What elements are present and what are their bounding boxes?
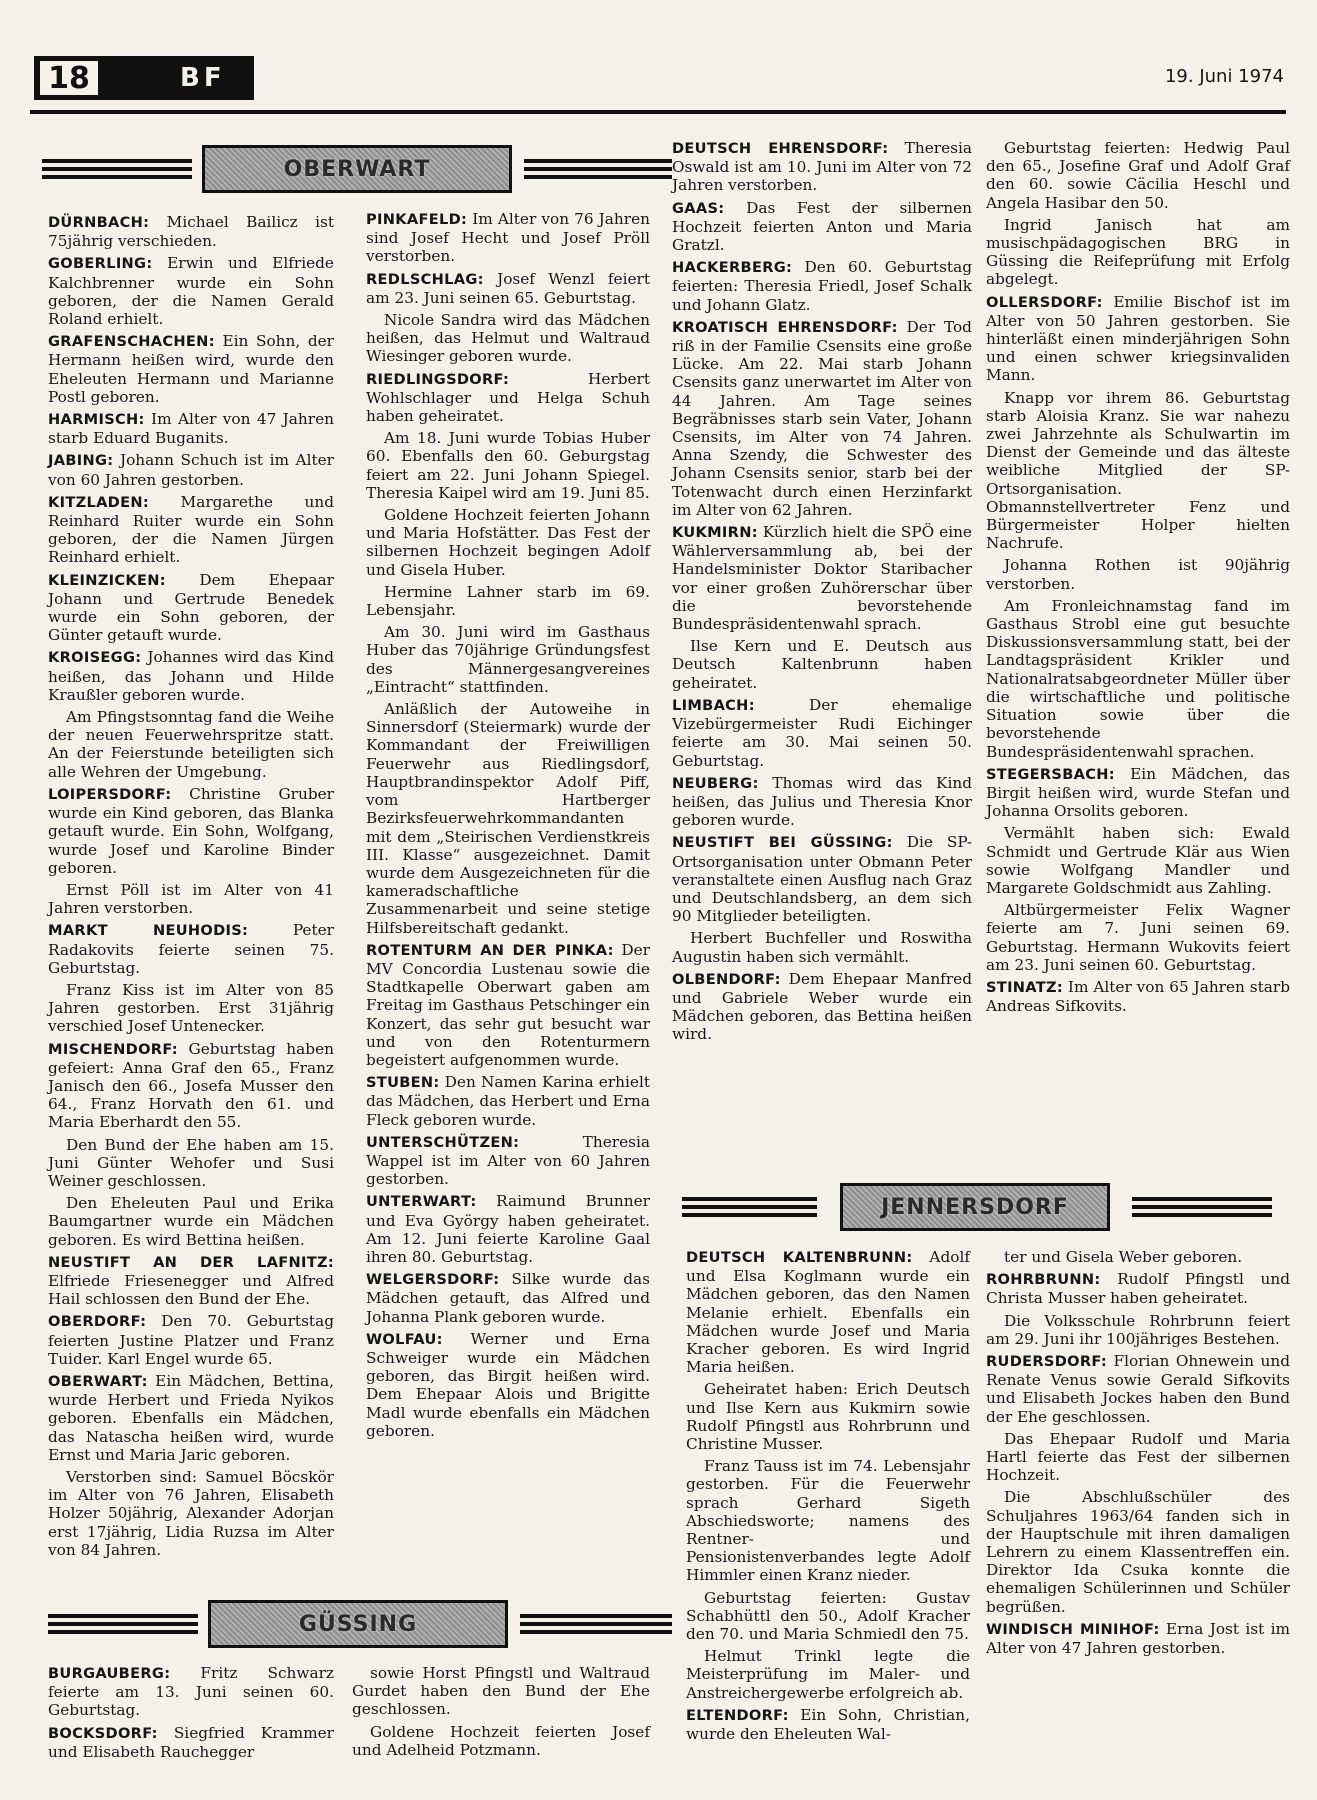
news-item — [686, 1706, 970, 1743]
news-item — [48, 213, 334, 250]
section-title-box — [208, 1600, 508, 1648]
item-text: Am Pfingstsonntag fand die Weihe der neuen Feuerwehrspritze statt. An der Feierstunde beteiligten sich alle Wehren der Umgebung. — [48, 708, 334, 781]
item-text: Siegfried Krammer und Elisabeth Rauchegger — [48, 1723, 334, 1761]
item-text: Die Abschlußschüler des Schuljahres 1963/64 fanden sich in der Hauptschule mit ihren damaligen Lehrern zu einem Klassentreffen ein. Direktor Ida Csuka konnte die ehemaligen Schülerinnen und Schüler begrüßen. — [986, 1488, 1290, 1616]
item-text: Thomas wird das Kind heißen, das Julius und Theresia Knor geboren wurde. — [672, 773, 972, 830]
place-name: MARKT NEUHODIS: — [48, 922, 249, 940]
place-name: STUBEN: — [366, 1074, 440, 1092]
news-item — [366, 583, 650, 619]
banner-rule-right — [1132, 1197, 1272, 1217]
news-item — [48, 332, 334, 406]
place-name: NEUSTIFT AN DER LAFNITZ: — [48, 1253, 334, 1271]
section-banner-oberwart — [42, 145, 672, 193]
place-name: OLLERSDORF: — [986, 293, 1103, 311]
news-item — [48, 1468, 334, 1559]
news-item — [986, 1620, 1290, 1657]
item-text: Franz Tauss ist im 74. Lebensjahr gestorben. Für die Feuerwehr sprach Gerhard Sigeth Abschiedsworte; namens des Rentner- und Pensionistenverbandes legte Adolf Himmler einen Kranz nieder. — [686, 1457, 970, 1585]
item-text: Geburtstag feierten: Gustav Schabhüttl den 50., Adolf Kracher den 70. und Maria Schmiedl den 75. — [686, 1588, 970, 1644]
section-title-oberwart: OBERWART — [283, 156, 431, 182]
news-item — [366, 506, 650, 579]
banner-rule-right — [520, 1614, 672, 1634]
item-text: Im Alter von 76 Jahren sind Josef Hecht und Josef Pröll verstorben. — [366, 210, 650, 266]
news-item — [48, 1312, 334, 1368]
item-text: Fritz Schwarz feierte am 13. Juni seinen 60. Geburtstag. — [48, 1664, 334, 1720]
item-text: Den 60. Geburtstag feierten: Theresia Friedl, Josef Schalk und Johann Glatz. — [672, 258, 972, 314]
place-name: ELTENDORF: — [686, 1706, 789, 1724]
news-item — [986, 1352, 1290, 1426]
item-text: Michael Bailicz ist 75jährig verschieden. — [48, 213, 334, 251]
place-name: RIEDLINGSDORF: — [366, 370, 510, 388]
column-3 — [672, 139, 972, 1169]
place-name: ROTENTURM AN DER PINKA: — [366, 941, 614, 959]
section-title-guessing: GÜSSING — [298, 1611, 418, 1637]
column-5 — [48, 1664, 334, 1784]
issue-date: 19. Juni 1974 — [1164, 66, 1284, 87]
item-text: Johanna Rothen ist 90jährig verstorben. — [986, 556, 1290, 593]
paper-label: BF — [180, 63, 226, 93]
item-text: Margarethe und Reinhard Ruiter wurde ein Sohn geboren, der die Namen Jürgen Reinhard erhielt. — [48, 492, 334, 567]
item-text: Den Eheleuten Paul und Erika Baumgartner wurde ein Mädchen geboren. Es wird Bettina heißen. — [48, 1194, 334, 1249]
news-item — [48, 881, 334, 917]
place-name: LIMBACH: — [672, 696, 755, 714]
news-item — [686, 1647, 970, 1702]
place-name: STINATZ: — [986, 978, 1064, 996]
section-title-box — [202, 145, 512, 193]
page-number-box — [34, 56, 254, 100]
news-item — [48, 410, 334, 447]
place-name: GAAS: — [672, 199, 725, 217]
news-item — [672, 258, 972, 314]
item-text: Josef Wenzl feiert am 23. Juni seinen 65. Geburtstag. — [366, 269, 650, 307]
news-item — [48, 571, 334, 645]
item-text: Helmut Trinkl legte die Meisterprüfung im Maler- und Anstreichergewerbe erfolgreich ab. — [686, 1647, 970, 1702]
item-text: Christine Gruber wurde ein Kind geboren, das Blanka getauft wurde. Ein Sohn, Wolfgang, wurde Josef und Karoline Binder geboren. — [48, 784, 334, 877]
news-item — [366, 311, 650, 366]
item-text: Johannes wird das Kind heißen, das Johann und Hilde Kraußler geboren wurde. — [48, 648, 334, 704]
place-name: PINKAFELD: — [366, 211, 468, 228]
item-text: Theresia Oswald ist am 10. Juni im Alter von 72 Jahren verstorben. — [672, 139, 972, 195]
item-text: Herbert Buchfeller und Roswitha Augustin haben sich vermählt. — [672, 929, 972, 966]
item-text: Geburtstag haben gefeiert: Anna Graf den 65., Franz Janisch den 66., Josefa Musser den 64., Franz Horvath den 61. und Maria Eberhardt den 55. — [48, 1039, 334, 1132]
news-item — [366, 623, 650, 696]
section-banner-guessing — [48, 1600, 672, 1648]
item-text: Die SP-Ortsorganisation unter Obmann Peter veranstaltete einen Ausflug nach Graz und Deutschlandsberg, an dem sich 90 Mitglieder beteiligten. — [672, 833, 972, 926]
item-text: Geheiratet haben: Erich Deutsch und Ilse Kern aus Kukmirn sowie Rudolf Pfingstl aus Rohrbrunn und Christine Musser. — [686, 1380, 970, 1454]
news-item — [686, 1457, 970, 1584]
header-rule — [30, 110, 1286, 114]
item-text: Franz Kiss ist im Alter von 85 Jahren gestorben. Erst 31jährig verschied Josef Untenecker. — [48, 980, 334, 1036]
news-item — [986, 1430, 1290, 1485]
place-name: KITZLADEN: — [48, 493, 150, 511]
place-name: KROATISCH EHRENSDORF: — [672, 318, 898, 336]
item-text: Theresia Wappel ist im Alter von 60 Jahren gestorben. — [366, 1132, 650, 1189]
masthead — [34, 52, 1284, 104]
place-name: DÜRNBACH: — [48, 214, 150, 231]
column-6 — [352, 1664, 650, 1784]
item-text: Hermine Lahner starb im 69. Lebensjahr. — [366, 582, 650, 620]
news-item — [986, 824, 1290, 897]
news-item — [366, 270, 650, 307]
news-item — [672, 774, 972, 830]
place-name: RUDERSDORF: — [986, 1353, 1107, 1371]
banner-rule-right — [524, 159, 672, 179]
banner-rule-left — [48, 1614, 198, 1634]
item-text: Peter Radakovits feierte seinen 75. Geburtstag. — [48, 921, 334, 977]
item-text: Verstorben sind: Samuel Böcskör im Alter von 76 Jahren, Elisabeth Holzer 50jährig, Alexander Adorjan erst 17jährig, Lidia Ruzsa im Alter von 84 Jahren. — [48, 1468, 334, 1559]
place-name: UNTERSCHÜTZEN: — [366, 1133, 520, 1151]
news-item — [986, 556, 1290, 592]
place-name: OBERDORF: — [48, 1313, 147, 1331]
news-item — [48, 1664, 334, 1720]
news-item — [366, 1133, 650, 1189]
item-text: Goldene Hochzeit feierten Johann und Maria Hofstätter. Das Fest der silbernen Hochzeit begingen Adolf und Gisela Huber. — [366, 506, 650, 579]
item-text: Erwin und Elfriede Kalchbrenner wurde ein Sohn geboren, der die Namen Gerald Roland erhielt. — [48, 254, 334, 329]
column-2 — [366, 210, 650, 1586]
news-item — [366, 1073, 650, 1129]
item-text: Goldene Hochzeit feierten Josef und Adelheid Potzmann. — [352, 1722, 650, 1759]
news-item — [986, 978, 1290, 1015]
news-item — [672, 833, 972, 925]
item-text: Im Alter von 47 Jahren starb Eduard Buganits. — [48, 410, 334, 448]
column-4 — [986, 139, 1290, 1169]
place-name: NEUSTIFT BEI GÜSSING: — [672, 834, 893, 852]
news-item — [48, 1194, 334, 1249]
news-item — [352, 1723, 650, 1759]
news-item — [986, 216, 1290, 289]
item-text: Den Namen Karina erhielt das Mädchen, das Herbert und Erna Fleck geboren wurde. — [366, 1073, 650, 1129]
news-item — [986, 1488, 1290, 1615]
place-name: KROISEGG: — [48, 649, 142, 667]
place-name: UNTERWART: — [366, 1193, 477, 1211]
item-text: Knapp vor ihrem 86. Geburtstag starb Aloisia Kranz. Sie war nahezu zwei Jahrzehnte als Schulwartin im Dienst der Gemeinde und das älteste weibliche Mitglied der SP-Ortsorganisation. Obmannstellvertreter Fenz und Bürgermeister Holper hielten Nachrufe. — [986, 388, 1290, 553]
section-banner-jennersdorf — [682, 1183, 1272, 1231]
item-text: sowie Horst Pfingstl und Waltraud Gurdet haben den Bund der Ehe geschlossen. — [352, 1664, 650, 1719]
place-name: NEUBERG: — [672, 774, 759, 792]
news-item — [672, 929, 972, 965]
column-7 — [686, 1248, 970, 1788]
news-item — [686, 1248, 970, 1376]
place-name: LOIPERSDORF: — [48, 785, 172, 803]
item-text: Emilie Bischof ist im Alter von 50 Jahren gestorben. Sie hinterläßt einen minderjährigen Sohn und einen schwer kriegsinvaliden Mann. — [986, 292, 1290, 385]
item-text: Ernst Pöll ist im Alter von 41 Jahren verstorben. — [48, 880, 334, 918]
item-text: Am Fronleichnamstag fand im Gasthaus Strobl eine gut besuchte Diskussionsversammlung statt, bei der Landtagspräsident Krikler und Nationalratsabgeordneter Müller über die wirtschaftliche und politische Situation sowie über die bevorstehende Bundespräsidentenwahl sprachen. — [986, 596, 1290, 761]
news-item — [366, 370, 650, 426]
column-8 — [986, 1248, 1290, 1788]
item-text: Adolf und Elsa Koglmann wurde ein Mädchen geboren, das den Namen Melanie erhielt. Ebenfalls ein Mädchen wurde Josef und Maria Kracher geboren. Es wird Ingrid Maria heißen. — [686, 1248, 970, 1377]
news-item — [366, 1330, 650, 1440]
place-name: GRAFENSCHACHEN: — [48, 333, 215, 351]
news-item — [986, 389, 1290, 553]
item-text: Den 70. Geburtstag feierten Justine Platzer und Franz Tuider. Karl Engel wurde 65. — [48, 1312, 334, 1368]
place-name: BOCKSDORF: — [48, 1724, 158, 1742]
item-text: Der MV Concordia Lustenau sowie die Stadtkapelle Oberwart gaben am Freitag im Gasthaus Petschinger ein Konzert, das sehr gut besucht war und von den Rotenturmern begeistert aufgenommen wurde. — [366, 940, 650, 1069]
news-item — [48, 1724, 334, 1761]
place-name: DEUTSCH EHRENSDORF: — [672, 140, 889, 157]
news-item — [366, 700, 650, 937]
news-item — [48, 493, 334, 567]
place-name: WOLFAU: — [366, 1330, 443, 1348]
column-1 — [48, 213, 334, 1589]
place-name: OBERWART: — [48, 1372, 148, 1390]
item-text: Das Ehepaar Rudolf und Maria Hartl feierte das Fest der silbernen Hochzeit. — [986, 1429, 1290, 1485]
item-text: Florian Ohnewein und Renate Venus sowie Gerald Sifkovits und Elisabeth Jockes haben den Bund der Ehe geschlossen. — [986, 1352, 1290, 1426]
place-name: WELGERSDORF: — [366, 1271, 500, 1289]
news-item — [986, 765, 1290, 821]
item-text: Silke wurde das Mädchen getauft, das Alfred und Johanna Plank geboren wurde. — [366, 1270, 650, 1326]
news-item — [366, 1270, 650, 1326]
item-text: Im Alter von 65 Jahren starb Andreas Sifkovits. — [986, 977, 1290, 1016]
item-text: Ein Mädchen, Bettina, wurde Herbert und Frieda Nyikos geboren. Ebenfalls ein Mädchen, das Natascha heißen wird, wurde Ernst und Maria Jaric geboren. — [48, 1371, 334, 1464]
news-item — [48, 1040, 334, 1132]
place-name: MISCHENDORF: — [48, 1040, 178, 1058]
news-item — [986, 901, 1290, 974]
news-item — [672, 637, 972, 692]
news-item — [686, 1380, 970, 1453]
place-name: ROHRBRUNN: — [986, 1271, 1101, 1289]
place-name: OLBENDORF: — [672, 970, 781, 988]
item-text: Ein Sohn, Christian, wurde den Eheleuten Wal- — [686, 1705, 970, 1744]
item-text: Am 30. Juni wird im Gasthaus Huber das 70jährige Gründungsfest des Männergesangvereines „Eintracht“ stattfinden. — [366, 623, 650, 696]
news-item — [672, 523, 972, 633]
item-text: Dem Ehepaar Johann und Gertrude Benedek wurde ein Sohn geboren, der Günter getauft wurde. — [48, 570, 334, 645]
section-title-jennersdorf: JENNERSDORF — [881, 1194, 1069, 1220]
news-item — [672, 696, 972, 770]
banner-rule-left — [682, 1197, 817, 1217]
item-text: Geburtstag feierten: Hedwig Paul den 65., Josefine Graf und Adolf Graf den 60. sowie Cäcilia Heschl und Angela Hasibar den 50. — [986, 139, 1290, 212]
news-item — [986, 139, 1290, 212]
item-text: Den Bund der Ehe haben am 15. Juni Günter Wehofer und Susi Weiner geschlossen. — [48, 1135, 334, 1190]
news-item — [366, 210, 650, 266]
item-text: Am 18. Juni wurde Tobias Huber 60. Ebenfalls den 60. Geburgstag feiert am 22. Juni Johann Spiegel. Theresia Kaipel wird am 19. Juni 85. — [366, 429, 650, 502]
item-text: Ingrid Janisch hat am musischpädagogischen BRG in Güssing die Reifeprüfung mit Erfolg abgelegt. — [986, 215, 1290, 289]
item-text: Der ehemalige Vizebürgermeister Rudi Eichinger feierte am 30. Mai seinen 50. Geburtstag. — [672, 695, 972, 770]
item-text: Raimund Brunner und Eva György haben geheiratet. Am 12. Juni feierte Karoline Gaal ihren 80. Geburtstag. — [366, 1192, 650, 1266]
item-text: Die Volksschule Rohrbrunn feiert am 29. Juni ihr 100jähriges Bestehen. — [986, 1311, 1290, 1348]
item-text: ter und Gisela Weber geboren. — [1004, 1248, 1243, 1266]
place-name: BURGAUBERG: — [48, 1665, 171, 1682]
item-text: Elfriede Friesenegger und Alfred Hail schlossen den Bund der Ehe. — [48, 1271, 334, 1309]
news-item — [48, 708, 334, 781]
news-item — [986, 1270, 1290, 1307]
news-item — [48, 648, 334, 704]
item-text: Kürzlich hielt die SPÖ eine Wählerversammlung ab, bei der Handelsminister Doktor Staribacher vor einer großen Zuhörerschar über die bevorstehende Bundespräsidentenwahl sprach. — [672, 523, 972, 634]
news-item — [986, 597, 1290, 761]
place-name: HARMISCH: — [48, 411, 145, 429]
item-text: Werner und Erna Schweiger wurde ein Mädchen geboren, das Birgit heißen wird. Dem Ehepaar Alois und Brigitte Madl wurde ebenfalls ein Mädchen geboren. — [366, 1329, 650, 1440]
item-text: Rudolf Pfingstl und Christa Musser haben geheiratet. — [986, 1270, 1290, 1308]
place-name: KUKMIRN: — [672, 524, 758, 542]
item-text: Nicole Sandra wird das Mädchen heißen, das Helmut und Waltraud Wiesinger geboren wurde. — [366, 311, 650, 366]
item-text: Vermählt haben sich: Ewald Schmidt und Gertrude Klär aus Wien sowie Wolfgang Mandler und Margarete Goldschmidt aus Zahling. — [986, 824, 1290, 897]
news-item — [672, 318, 972, 519]
place-name: GOBERLING: — [48, 255, 153, 273]
news-item — [48, 1253, 334, 1309]
section-title-box — [840, 1183, 1110, 1231]
news-item — [672, 199, 972, 255]
banner-rule-left — [42, 159, 192, 179]
item-text: Der Tod riß in der Familie Csensits eine große Lücke. Am 22. Mai starb Johann Csensits ganz unerwartet im Alter von 44 Jahren. Am Tage seines Begräbnisses starb sein Vater, Johann Csensits, im Alter von 74 Jahren. Anna Szendy, die Schwester des Johann Csensits senior, starb bei der Totenwacht durch einen Herzinfarkt im Alter von 62 Jahren. — [672, 317, 972, 519]
item-text: Das Fest der silbernen Hochzeit feierten Anton und Maria Gratzl. — [672, 198, 972, 255]
news-item — [48, 1136, 334, 1191]
place-name: HACKERBERG: — [672, 259, 793, 277]
place-name: WINDISCH MINIHOF: — [986, 1620, 1160, 1638]
news-item — [366, 941, 650, 1069]
news-item — [986, 1248, 1290, 1266]
news-item — [366, 429, 650, 502]
item-text: Dem Ehepaar Manfred und Gabriele Weber wurde ein Mädchen geboren, das Bettina heißen wird. — [672, 969, 972, 1044]
news-item — [672, 139, 972, 195]
news-item — [366, 1192, 650, 1266]
item-text: Altbürgermeister Felix Wagner feierte am 7. Juni seinen 69. Geburtstag. Hermann Wukovits feiert am 23. Juni seinen 60. Geburtstag. — [986, 901, 1290, 974]
item-text: Ilse Kern und E. Deutsch aus Deutsch Kaltenbrunn haben geheiratet. — [672, 637, 972, 692]
news-item — [48, 785, 334, 877]
item-text: Johann Schuch ist im Alter von 60 Jahren gestorben. — [48, 451, 334, 489]
place-name: KLEINZICKEN: — [48, 571, 166, 589]
news-item — [686, 1589, 970, 1644]
item-text: Ein Mädchen, das Birgit heißen wird, wurde Stefan und Johanna Orsolits geboren. — [986, 764, 1290, 821]
page-number: 18 — [38, 59, 100, 97]
place-name: STEGERSBACH: — [986, 765, 1115, 783]
item-text: Erna Jost ist im Alter von 47 Jahren gestorben. — [986, 1619, 1290, 1658]
item-text: Herbert Wohlschlager und Helga Schuh haben geheiratet. — [366, 369, 650, 426]
news-item — [986, 1312, 1290, 1348]
news-item — [986, 293, 1290, 385]
news-item — [352, 1664, 650, 1719]
news-item — [672, 970, 972, 1044]
place-name: REDLSCHLAG: — [366, 270, 484, 288]
item-text: Anläßlich der Autoweihe in Sinnersdorf (Steiermark) wurde der Kommandant der Freiwilligen Feuerwehr aus Riedlingsdorf, Hauptbrandinspektor Adolf Piff, vom Hartberger Bezirksfeuerwehrkommandanten mit dem „Steirischen Verdienstkreis III. Klasse“ ausgezeichnet. Damit wurde dem Ausgezeichneten für die kameradschaftliche Zusammenarbeit und seine stetige Hilfsbereitschaft gedankt. — [366, 700, 650, 937]
item-text: Ein Sohn, der Hermann heißen wird, wurde den Eheleuten Hermann und Marianne Postl geboren. — [48, 332, 334, 406]
news-item — [48, 1372, 334, 1464]
place-name: JABING: — [48, 452, 114, 470]
news-item — [48, 451, 334, 488]
news-item — [48, 981, 334, 1036]
news-item — [48, 921, 334, 977]
place-name: DEUTSCH KALTENBRUNN: — [686, 1249, 913, 1266]
news-item — [48, 254, 334, 328]
